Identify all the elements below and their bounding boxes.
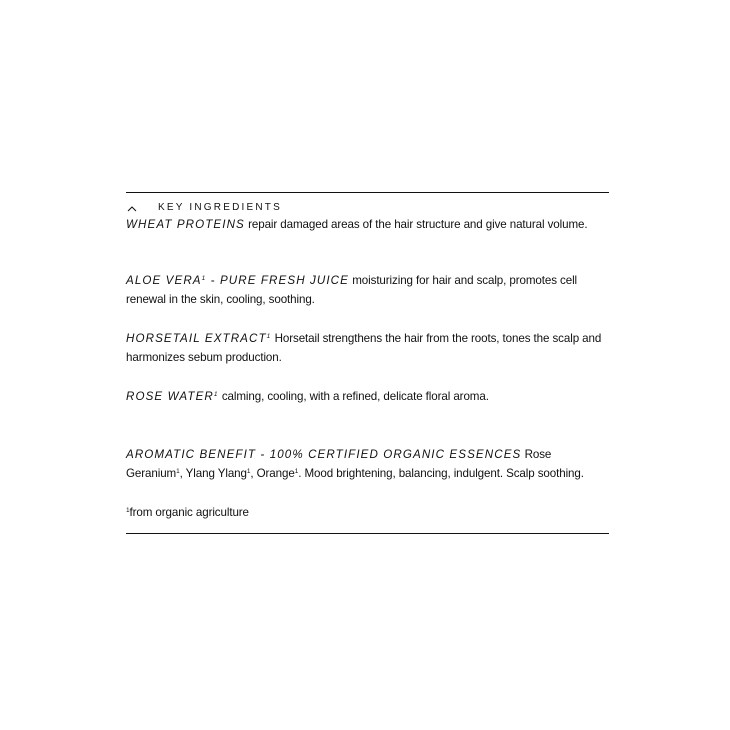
organic-mark: 1 — [266, 333, 272, 340]
footnote — [126, 503, 609, 522]
ingredient-description: calming, cooling, with a refined, delicate floral aroma. — [221, 390, 489, 403]
organic-mark: 1 — [294, 468, 299, 475]
ingredient-name: AROMATIC BENEFIT - 100% CERTIFIED ORGANIC ESSENCES — [126, 448, 522, 461]
organic-mark: 1 — [176, 468, 180, 475]
organic-mark: 1 — [213, 391, 219, 398]
ingredient-wheat-proteins — [126, 215, 609, 234]
ingredient-rose-water — [126, 387, 609, 406]
footnote-text: from organic agriculture — [129, 506, 249, 519]
ingredient-description: Horsetail strengthens the hair from the roots, tones the scalp and harmonizes sebum production. — [126, 332, 602, 364]
footnote-mark: 1 — [126, 507, 130, 514]
section-title: KEY INGREDIENTS — [158, 201, 282, 213]
ingredient-name: HORSETAIL EXTRACT$^1$ — [126, 332, 272, 345]
ingredient-aloe-vera — [126, 271, 609, 309]
ingredient-description: moisturizing for hair and scalp, promotes cell renewal in the skin, cooling, soothing. — [126, 274, 578, 306]
organic-mark: 1 — [201, 275, 207, 282]
ingredient-name: WHEAT PROTEINS — [126, 218, 245, 231]
ingredient-description: Rose Geranium$^1$, Ylang Ylang$^1$, Orange$^1$. Mood brightening, balancing, indulgent. Scalp soothing. — [126, 448, 584, 480]
ingredient-name: ALOE VERA$^1$ - PURE FRESH JUICE — [126, 274, 349, 287]
bottom-divider — [126, 533, 609, 534]
organic-mark: 1 — [246, 468, 251, 475]
ingredient-horsetail-extract — [126, 329, 609, 367]
key-ingredients-panel — [126, 192, 609, 534]
ingredient-description: repair damaged areas of the hair structure and give natural volume. — [248, 218, 588, 231]
ingredient-aromatic-benefit — [126, 445, 609, 483]
chevron-up-icon — [127, 204, 137, 214]
ingredient-name: ROSE WATER$^1$ — [126, 390, 219, 403]
